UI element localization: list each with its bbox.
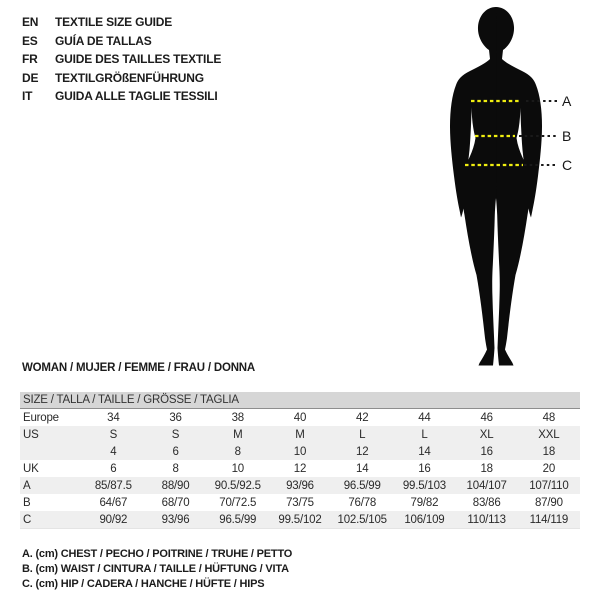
size-cell: 4	[110, 445, 117, 458]
size-cell: 42	[356, 411, 369, 424]
size-cell: 64/67	[99, 496, 128, 509]
size-cell: 16	[418, 462, 431, 475]
size-cell: 106/109	[393, 511, 455, 529]
size-cell: 96.5/99	[343, 479, 381, 492]
language-text: GUIDA ALLE TAGLIE TESSILI	[55, 89, 218, 103]
size-cell: 8	[172, 462, 179, 475]
row-label: A	[23, 479, 31, 492]
size-table-header: SIZE / TALLA / TAILLE / GRÖSSE / TAGLIA	[20, 392, 580, 409]
size-cell: XL	[479, 428, 494, 441]
size-cell: 10	[231, 462, 244, 475]
marker-label-a: A	[562, 93, 572, 109]
size-cell: 68/70	[161, 496, 190, 509]
size-cell: 96.5/99	[207, 511, 269, 529]
size-cell: 99.5/102	[269, 511, 331, 529]
language-text: GUIDE DES TAILLES TEXTILE	[55, 52, 222, 66]
marker-label-b: B	[562, 128, 572, 144]
size-cell: 18	[480, 462, 493, 475]
table-row	[20, 511, 580, 529]
table-row	[20, 443, 580, 460]
size-cell: S	[109, 428, 118, 441]
size-cell: 44	[418, 411, 431, 424]
marker-label-c: C	[562, 157, 573, 173]
size-cell: L	[359, 428, 366, 441]
table-row	[20, 477, 580, 494]
size-table-header-row	[20, 392, 580, 409]
size-cell: 38	[231, 411, 244, 424]
row-label: UK	[23, 462, 39, 475]
woman-silhouette-icon	[450, 7, 542, 366]
size-cell: 93/96	[286, 479, 314, 492]
size-cell: 90.5/92.5	[214, 479, 261, 492]
size-cell: 6	[110, 462, 117, 475]
size-cell: 36	[169, 411, 182, 424]
size-cell: 87/90	[534, 496, 563, 509]
size-cell: 14	[418, 445, 431, 458]
table-row	[20, 460, 580, 477]
language-text: TEXTILGRÖßENFÜHRUNG	[55, 70, 204, 85]
language-code: ES	[22, 33, 38, 48]
language-code: IT	[22, 89, 33, 103]
measurement-legend	[22, 547, 292, 592]
size-cell: 104/107	[466, 479, 507, 492]
size-cell: 12	[293, 462, 307, 475]
row-label: Europe	[23, 411, 59, 424]
size-cell: 79/82	[410, 496, 439, 509]
row-label: US	[23, 428, 39, 441]
size-cell: 85/87.5	[94, 479, 132, 492]
size-cell: 102.5/105	[331, 511, 393, 529]
size-cell: 12	[356, 445, 369, 458]
size-cell: M	[295, 428, 305, 441]
size-cell: 114/119	[518, 511, 580, 529]
legend-chest: A. (cm) CHEST / PECHO / POITRINE / TRUHE / PETTO	[22, 548, 293, 560]
table-row	[20, 409, 580, 427]
size-cell: 70/72.5	[219, 496, 257, 509]
size-cell: 107/110	[529, 479, 569, 492]
size-cell: 6	[172, 445, 179, 458]
row-label	[20, 443, 82, 460]
table-row	[20, 426, 580, 443]
row-label: B	[23, 496, 31, 509]
size-cell: 88/90	[161, 479, 190, 492]
size-cell: 40	[293, 411, 307, 424]
size-cell: S	[171, 428, 180, 441]
size-table	[20, 392, 580, 529]
size-cell: 16	[480, 445, 493, 458]
size-cell: M	[233, 428, 243, 441]
row-label: C	[20, 511, 82, 529]
language-code: DE	[22, 70, 39, 85]
size-cell: 8	[234, 445, 241, 458]
size-cell: 34	[107, 411, 120, 424]
size-cell: 90/92	[82, 511, 144, 529]
size-table-body	[20, 409, 580, 529]
size-cell: 18	[542, 445, 556, 458]
section-title-woman: WOMAN / MUJER / FEMME / FRAU / DONNA	[22, 362, 256, 374]
size-cell: 93/96	[144, 511, 206, 529]
size-cell: XXL	[538, 428, 560, 441]
size-cell: 73/75	[286, 496, 314, 509]
size-cell: 83/86	[472, 496, 501, 509]
language-text: TEXTILE SIZE GUIDE	[55, 15, 173, 29]
size-cell: 76/78	[348, 496, 377, 509]
table-row	[20, 494, 580, 511]
legend-waist: B. (cm) WAIST / CINTURA / TAILLE / HÜFTUNG / VITA	[22, 563, 289, 575]
size-cell: 46	[480, 411, 493, 424]
size-cell: 14	[356, 462, 369, 475]
language-text: GUÍA DE TALLAS	[55, 33, 152, 48]
size-cell: 99.5/103	[402, 479, 446, 492]
size-cell: L	[421, 428, 428, 441]
size-cell: 110/113	[456, 511, 518, 529]
size-cell: 20	[542, 462, 556, 475]
legend-hip: C. (cm) HIP / CADERA / HANCHE / HÜFTE / HIPS	[22, 578, 265, 590]
language-code: EN	[22, 15, 39, 29]
size-cell: 48	[542, 411, 556, 424]
language-code: FR	[22, 52, 38, 66]
size-cell: 10	[293, 445, 307, 458]
